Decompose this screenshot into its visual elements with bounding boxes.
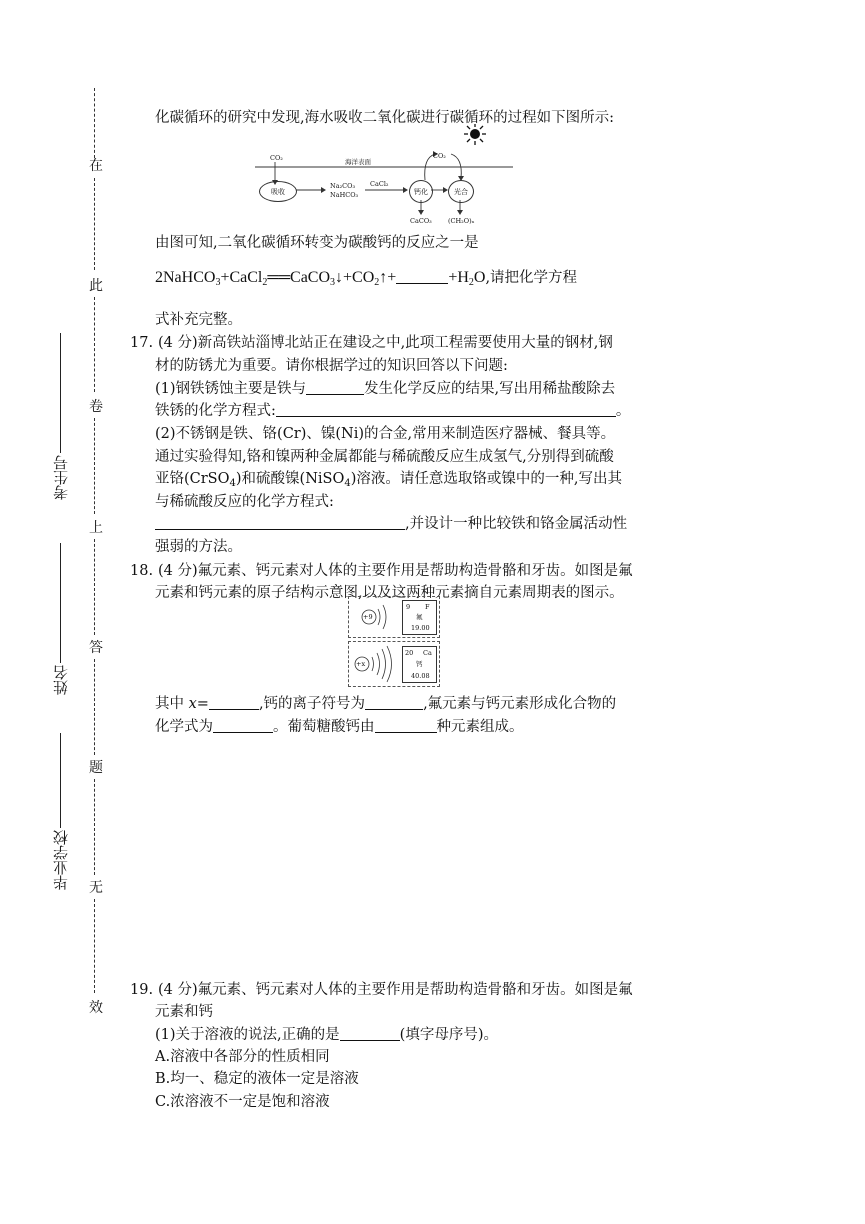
q17-line: 铁锈的化学方程式: 。 <box>155 403 631 419</box>
calcium-nucleus: +x <box>356 660 366 668</box>
seal-char: 答 <box>89 640 103 656</box>
q19-option-c: C.浓溶液不一定是饱和溶液 <box>155 1094 330 1110</box>
answer-blank[interactable] <box>155 515 405 530</box>
carbon-text-line: 由图可知,二氧化碳循环转变为碳酸钙的反应之一是 <box>155 235 479 251</box>
calcify-node: 钙化 <box>409 180 433 203</box>
answer-blank[interactable] <box>276 402 616 417</box>
fluorine-element-cell: 9 F 氟 19.00 <box>402 600 437 635</box>
co2-label-right: CO₂ <box>433 152 446 160</box>
absorb-node: 吸收 <box>259 181 297 202</box>
equation-blank[interactable] <box>396 269 448 284</box>
seal-char: 在 <box>89 158 103 174</box>
seal-char: 题 <box>89 760 103 776</box>
sun-icon <box>464 124 486 145</box>
answer-blank[interactable] <box>209 695 259 710</box>
seal-dash-line <box>94 297 95 392</box>
fluorine-nucleus: +9 <box>363 613 373 621</box>
seal-dash-line <box>94 88 95 158</box>
seal-dash-line <box>94 539 95 635</box>
q18-line: 化学式为 。葡萄糖酸钙由 种元素组成。 <box>155 719 524 735</box>
answer-blank[interactable] <box>306 380 364 395</box>
sea-surface-label: 海洋表面 <box>345 158 371 166</box>
q17-line: (1)钢铁锈蚀主要是铁与 发生化学反应的结果,写出用稀盐酸除去 <box>155 381 616 397</box>
ch2o-label: (CH₂O)ₙ <box>448 217 475 225</box>
answer-blank[interactable] <box>365 695 423 710</box>
seal-char: 上 <box>89 520 103 536</box>
q18-line: 其中 x= ,钙的离子符号为 ,氟元素与钙元素形成化合物的 <box>155 696 617 712</box>
calcium-panel <box>348 641 440 687</box>
seal-char: 效 <box>89 1000 103 1016</box>
exam-number-field[interactable] <box>50 330 71 500</box>
seal-char: 卷 <box>89 399 103 415</box>
answer-blank[interactable] <box>213 718 273 733</box>
school-label: 毕业学校 <box>52 830 70 890</box>
fluorine-panel <box>348 596 440 638</box>
q19-line: 元素和钙 <box>155 1004 213 1020</box>
question-number: 19. <box>130 982 154 998</box>
carbon-intro-line: 化碳循环的研究中发现,海水吸收二氧化碳进行碳循环的过程如下图所示: <box>155 110 614 126</box>
school-field[interactable] <box>50 730 71 890</box>
seal-dash-line <box>94 178 95 270</box>
q19-option-a: A.溶液中各部分的性质相同 <box>155 1049 330 1065</box>
nahco3-label: NaHCO₃ <box>330 191 359 199</box>
q19-line: (1)关于溶液的说法,正确的是 (填字母序号)。 <box>155 1027 498 1043</box>
seal-char: 无 <box>89 880 103 896</box>
name-field[interactable] <box>50 540 71 695</box>
seal-dash-line <box>94 899 95 993</box>
seal-dash-line <box>94 418 95 514</box>
q18-line: (4 分)氟元素、钙元素对人体的主要作用是帮助构造骨骼和牙齿。如图是氟 <box>158 563 633 579</box>
carbon-cycle-diagram <box>255 124 517 230</box>
carbon-text-line: 式补充完整。 <box>155 312 242 328</box>
cacl2-label: CaCl₂ <box>370 180 389 188</box>
question-number: 17. <box>130 335 154 351</box>
q17-line: 强弱的方法。 <box>155 539 242 555</box>
q19-option-b: B.均一、稳定的液体一定是溶液 <box>155 1071 359 1087</box>
q17-line: ,并设计一种比较铁和铬金属活动性 <box>155 514 627 534</box>
seal-dash-line <box>94 779 95 875</box>
q17-line: (4 分)新高铁站淄博北站正在建设之中,此项工程需要使用大量的钢材,钢 <box>158 335 613 351</box>
q18-line: 元素和钙元素的原子结构示意图,以及这两种元素摘自元素周期表的图示。 <box>155 585 624 601</box>
exam-number-label: 考生号 <box>52 455 70 500</box>
photosynthesis-node: 光合 <box>448 180 474 203</box>
question-number: 18. <box>130 563 154 579</box>
seal-dash-line <box>94 659 95 755</box>
q17-line: (2)不锈钢是铁、铬(Cr)、镍(Ni)的合金,常用来制造医疗器械、餐具等。 <box>155 426 616 442</box>
carbon-cycle-lines <box>255 124 517 230</box>
answer-blank[interactable] <box>340 1026 400 1041</box>
na2co3-label: Na₂CO₃ <box>330 182 356 190</box>
seal-char: 此 <box>89 278 103 294</box>
q19-line: (4 分)氟元素、钙元素对人体的主要作用是帮助构造骨骼和牙齿。如图是氟 <box>158 982 633 998</box>
q17-line: 材的防锈尤为重要。请你根据学过的知识回答以下问题: <box>155 358 508 374</box>
carbon-equation: $2NaHCO_3+CaCl_2══CaCO_3↓+CO_2↑+ +H_2O$,请把化学方程 <box>155 269 578 288</box>
fluorine-atom-diagram <box>351 597 401 637</box>
caco3-label: CaCO₃ <box>410 217 432 225</box>
co2-label-left: CO₂ <box>270 154 283 162</box>
answer-blank[interactable] <box>375 718 437 733</box>
q17-line: 与稀硫酸反应的化学方程式: <box>155 494 334 510</box>
name-label: 姓名 <box>52 665 70 695</box>
calcium-element-cell: 20 Ca 钙 40.08 <box>402 646 437 683</box>
q17-line: 通过实验得知,铬和镍两种金属都能与稀硫酸反应生成氢气,分别得到硫酸 <box>155 449 614 465</box>
q17-line: 亚铬(CrSO$_4$)和硫酸镍(NiSO$_4$)溶液。请任意选取铬或镍中的一种,写出其 <box>155 471 622 489</box>
